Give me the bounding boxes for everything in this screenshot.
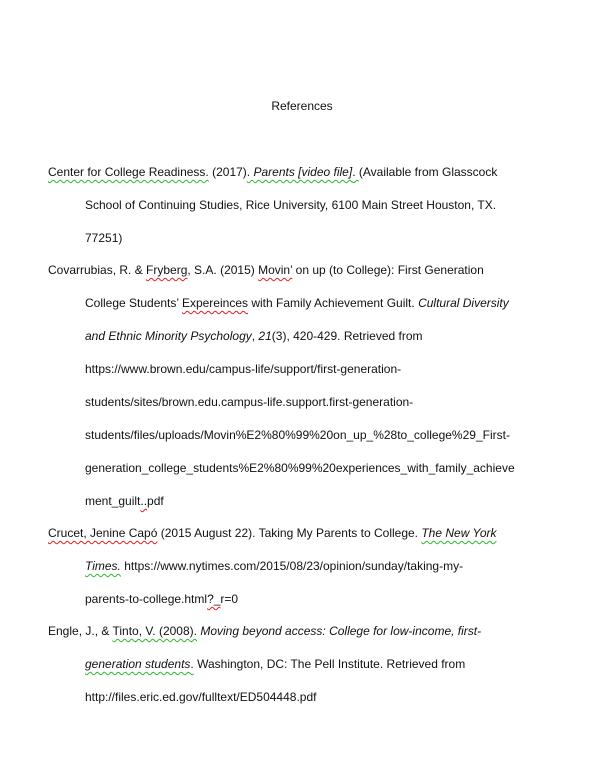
reference-2-line-7: generation_college_students%E2%80%99%20experiences_with_family_achieve [85,461,515,475]
newspaper-title: Times. [85,559,121,573]
spelling-flag: Fryberg [146,263,188,277]
spelling-flag: Center for College Readiness. [48,165,209,179]
spelling-flag: ?_ [207,592,221,606]
page-title: References [271,99,333,113]
reference-3-line-3: parents-to-college.html?_r=0 [85,592,239,606]
reference-2-line-5: students/sites/brown.edu.campus-life.support.first-generation- [85,395,414,409]
journal-volume: 21 [258,329,272,343]
reference-2-line-8: ment_guilt..pdf [85,494,164,508]
spelling-flag: Crucet, Jenine Capó [48,526,158,540]
book-title: generation students [85,657,191,671]
newspaper-title: The New York [421,526,497,540]
spelling-flag: Expereinces [181,296,248,310]
reference-4-line-2: generation students. Washington, DC: The Pell Institute. Retrieved from [85,657,466,671]
reference-1-line-1: Center for College Readiness. (2017). Parents [video file]. (Available from Glasscock [48,165,498,179]
reference-2-line-6: students/files/uploads/Movin%E2%80%99%20on_up_%28to_college%29_First- [85,428,510,442]
journal-title: Cultural Diversity [418,296,509,310]
reference-3-line-1: Crucet, Jenine Capó (2015 August 22). Taking My Parents to College. The New York [48,526,497,540]
citation-title: Parents [video file] [253,165,353,179]
reference-2-line-2: College Students’ Expereinces with Family Achievement Guilt. Cultural Diversity [85,296,509,310]
reference-4-line-1: Engle, J., & Tinto, V. (2008). Moving beyond access: College for low-income, first- [48,624,482,638]
journal-title: and Ethnic Minority Psychology [85,329,252,343]
book-title: Moving beyond access: College for low-income, first- [200,624,482,638]
reference-1-line-2: School of Continuing Studies, Rice University, 6100 Main Street Houston, TX. [85,198,497,212]
spelling-flag: .. [140,494,148,508]
spelling-flag: Movin’ [258,263,293,277]
reference-3-line-2: Times. https://www.nytimes.com/2015/08/23/opinion/sunday/taking-my- [85,559,464,573]
reference-2-line-1: Covarrubias, R. & Fryberg, S.A. (2015) Movin’ on up (to College): First Generation [48,263,484,277]
reference-2-line-3: and Ethnic Minority Psychology, 21(3), 420-429. Retrieved from [85,329,423,343]
grammar-flag: Tinto, V. (2008). [112,624,197,638]
reference-2-line-4: https://www.brown.edu/campus-life/support/first-generation- [85,362,402,376]
reference-4-line-3: http://files.eric.ed.gov/fulltext/ED504448.pdf [85,690,317,704]
reference-1-line-3: 77251) [85,231,123,245]
